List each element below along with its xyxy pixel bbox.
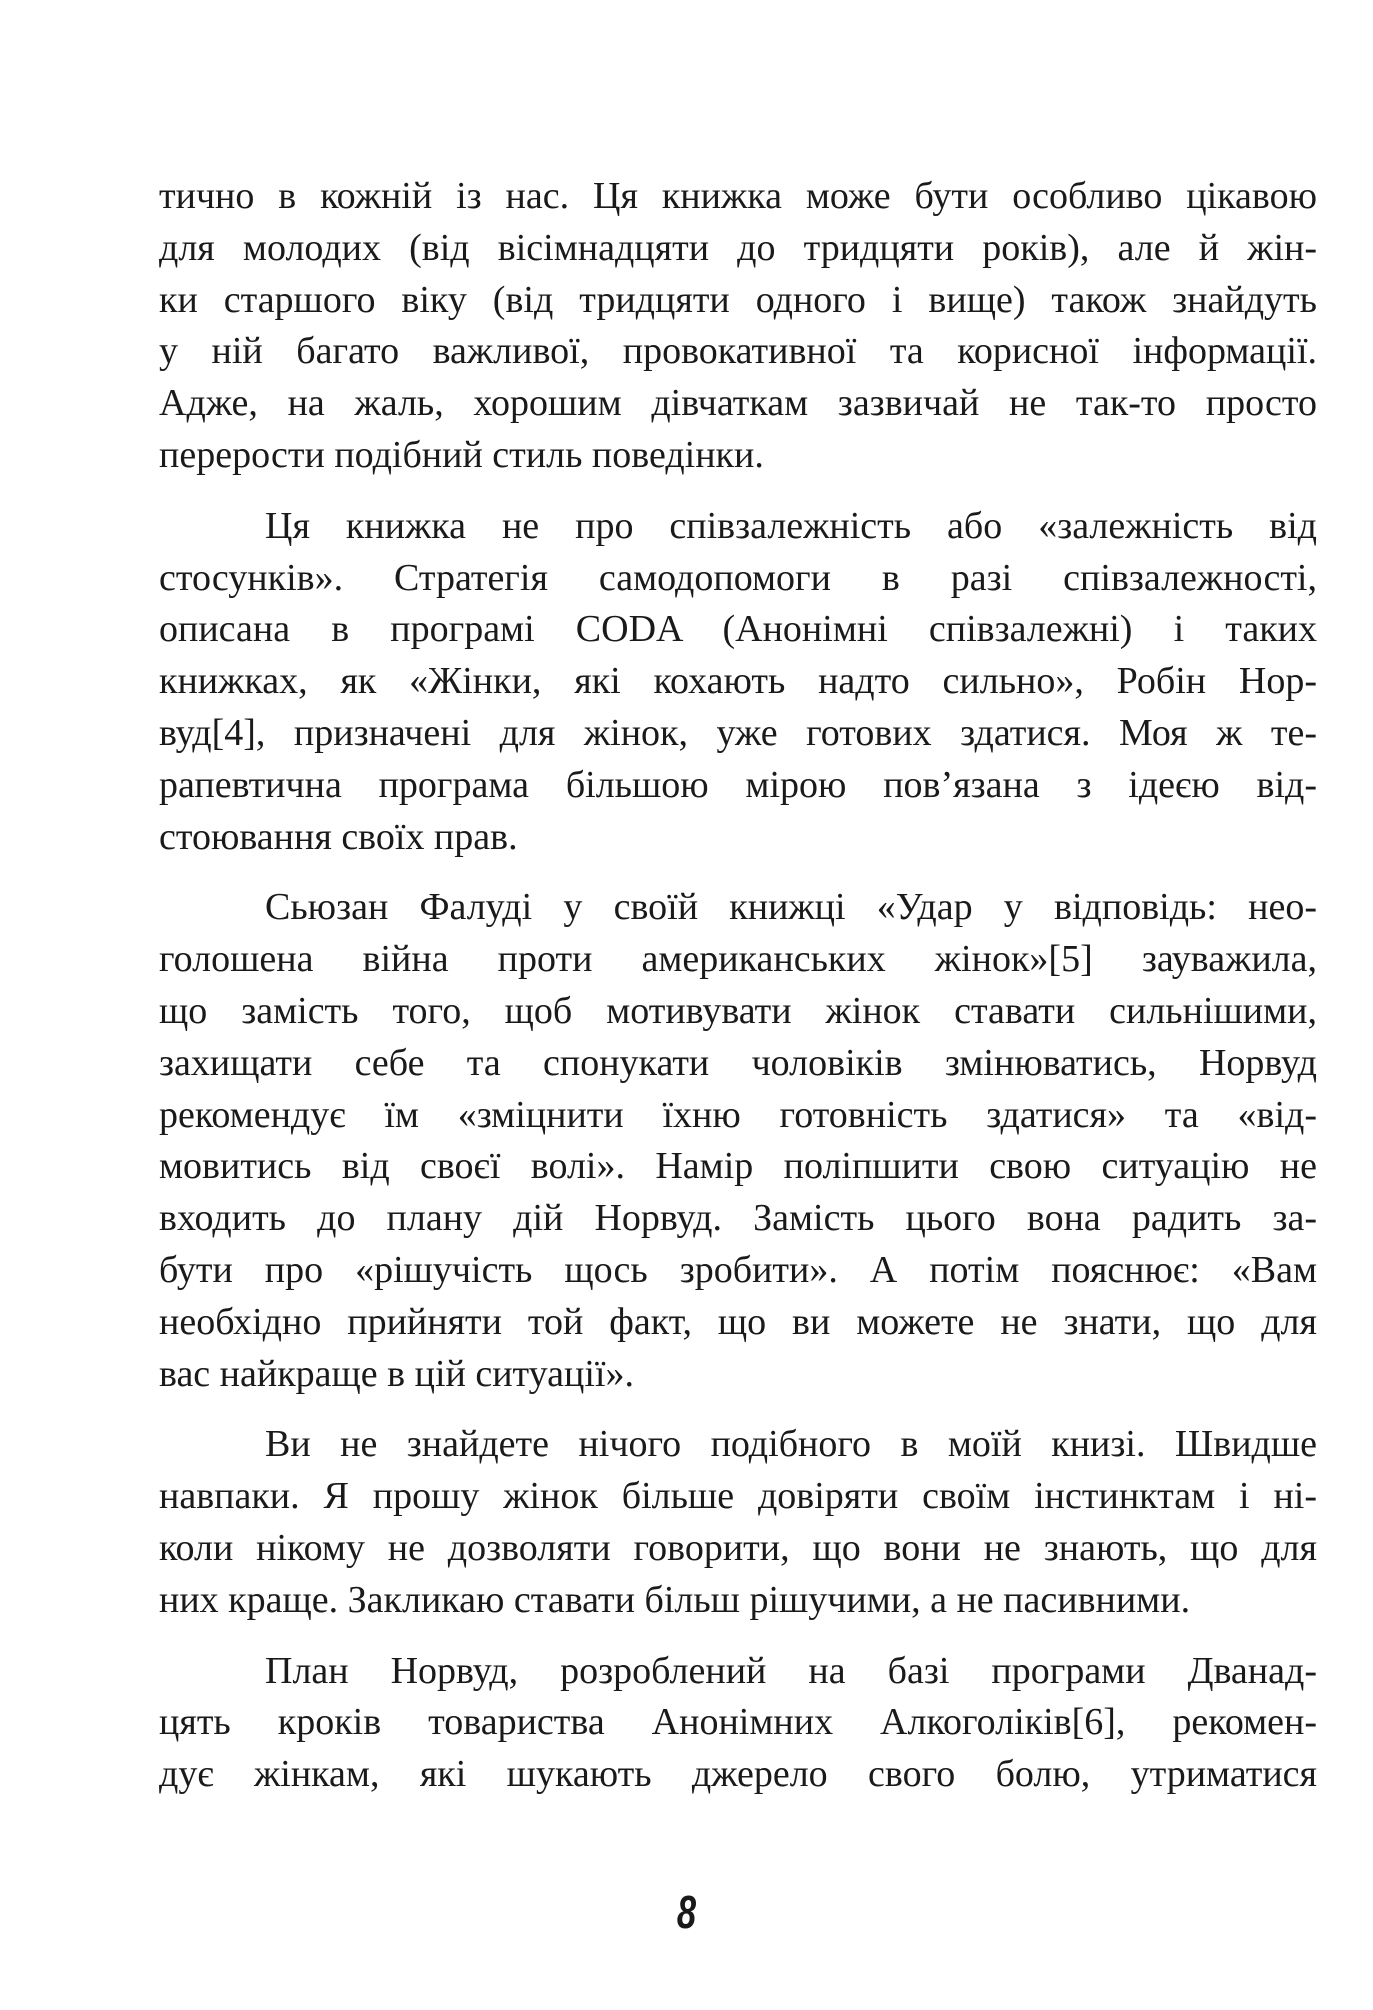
text-line: стоювання своїх прав.	[159, 815, 518, 858]
text-line: у ній багато важливої, провокативної та корисної інформації.	[159, 330, 1317, 373]
text-line: стосунків». Стратегія самодопомоги в разі співзалежності,	[159, 556, 1317, 599]
text-line: цять кроків товариства Анонімних Алкоголіків[6], рекомен-	[159, 1701, 1317, 1744]
text-line: рекомендує їм «зміцнити їхню готовність здатися» та «від-	[159, 1093, 1317, 1136]
text-line: коли нікому не дозволяти говорити, що вони не знають, що для	[159, 1526, 1317, 1569]
paragraph	[159, 1419, 1317, 1626]
text-line: рапевтична програма більшою мірою пов’язана з ідеєю від-	[159, 763, 1317, 806]
text-line: тично в кожній із нас. Ця книжка може бути особливо цікавою	[159, 175, 1317, 217]
text-line: дує жінкам, які шукають джерело свого болю, утриматися	[159, 1753, 1317, 1796]
text-line: вуд[4], призначені для жінок, уже готових здатися. Моя ж те-	[159, 711, 1317, 754]
text-line: для молодих (від вісімнадцяти до тридцяти років), але й жін-	[159, 226, 1317, 269]
text-line: них краще. Закликаю ставати більш рішучими, а не пасивними.	[159, 1578, 1191, 1621]
text-line: захищати себе та спонукати чоловіків змінюватись, Норвуд	[159, 1041, 1317, 1084]
text-line: описана в програмі CODA (Анонімні співзалежні) і таких	[159, 608, 1317, 651]
text-line: перерости подібний стиль поведінки.	[159, 433, 764, 476]
text-line: голошена війна проти американських жінок»[5] зауважила,	[159, 938, 1317, 981]
text-line: ки старшого віку (від тридцяти одного і вище) також знайдуть	[159, 278, 1317, 321]
paragraph	[159, 882, 1317, 1400]
text-line: необхідно прийняти той факт, що ви можете не знати, що для	[159, 1300, 1317, 1343]
text-line: навпаки. Я прошу жінок більше довіряти своїм інстинктам і ні-	[159, 1475, 1317, 1518]
text-line: входить до плану дій Норвуд. Замість цього вона радить за-	[159, 1197, 1317, 1240]
text-line: вас найкраще в цій ситуації».	[159, 1352, 634, 1395]
text-line: Ця книжка не про співзалежність або «залежність від	[265, 504, 1317, 547]
page-number: 8	[676, 1886, 697, 1938]
paragraph	[159, 1646, 1317, 1801]
page-body-text	[159, 171, 1317, 1820]
text-line: Сьюзан Фалуді у своїй книжці «Удар у відповідь: нео-	[265, 886, 1317, 929]
text-line: що замість того, щоб мотивувати жінок ставати сильнішими,	[159, 989, 1317, 1032]
text-line: бути про «рішучість щось зробити». А потім пояснює: «Вам	[159, 1248, 1317, 1291]
paragraph	[159, 501, 1317, 864]
paragraph	[159, 171, 1317, 482]
text-line: книжках, як «Жінки, які кохають надто сильно», Робін Нор-	[159, 660, 1317, 703]
text-line: План Норвуд, розроблений на базі програми Дванад-	[265, 1649, 1317, 1692]
text-line: мовитись від своєї волі». Намір поліпшити свою ситуацію не	[159, 1145, 1317, 1188]
text-line: Адже, на жаль, хорошим дівчаткам зазвичай не так-то просто	[159, 382, 1317, 425]
text-line: Ви не знайдете нічого подібного в моїй книзі. Швидше	[265, 1423, 1317, 1466]
